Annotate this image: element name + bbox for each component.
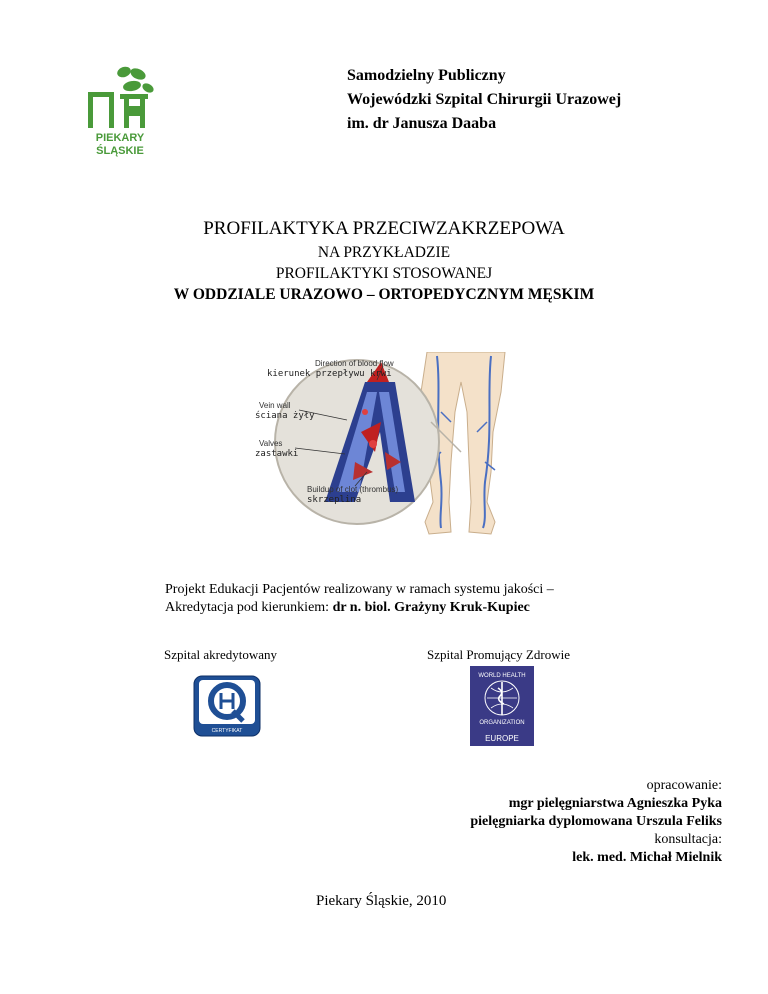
logo-text-line1: PIEKARY (95, 132, 145, 144)
wall-label-pl: ściana żyły (255, 411, 315, 421)
project-line1: Projekt Edukacji Pacjentów realizowany w ramach systemu jakości – (165, 582, 554, 597)
consultant-name: lek. med. Michał Mielnik (572, 850, 722, 865)
hospital-name (347, 64, 621, 136)
place-date: Piekary Śląskie, 2010 (316, 893, 447, 909)
subtitle-line1: NA PRZYKŁADZIE (317, 244, 451, 261)
city-emblem-icon (80, 64, 160, 132)
project-coordinator: dr n. biol. Grażyny Kruk-Kupiec (332, 600, 530, 615)
wall-label-en: Vein wall (259, 401, 291, 410)
promoting-label: Szpital Promujący Zdrowie (427, 647, 570, 662)
flow-label-pl: kierunek przepływu krwi (267, 369, 392, 379)
project-line2 (165, 599, 554, 617)
subtitle-line3: W ODDZIALE URAZOWO – ORTOPEDYCZNYM MĘSKIM (173, 286, 595, 303)
prepared-label: opracowanie: (646, 778, 722, 793)
document-title (0, 216, 768, 305)
clot-label-pl: skrzeplina (307, 495, 362, 505)
hospital-line: im. dr Janusza Daaba (347, 115, 497, 132)
certificate-text: CERTYFIKAT (211, 728, 243, 734)
author-name: pielęgniarka dyplomowana Urszula Feliks (470, 814, 722, 829)
hospital-line: Samodzielny Publiczny (347, 67, 506, 84)
author-name: mgr pielęgniarstwa Agnieszka Pyka (508, 796, 722, 811)
valves-label-en: Valves (259, 439, 283, 448)
project-description (165, 581, 554, 617)
logo-text-line2: ŚLĄSKIE (96, 145, 144, 157)
who-top-text: WORLD HEALTH (478, 673, 526, 679)
q-certificate-icon (193, 675, 261, 737)
who-europe-text: EUROPE (485, 734, 519, 743)
consultation-label: konsultacja: (654, 832, 722, 847)
clot-label-en: Buildup of clot (thrombus) (307, 485, 399, 494)
city-logo (80, 64, 160, 160)
accreditation-badge (193, 675, 261, 737)
valves-label-pl: zastawki (255, 449, 299, 459)
main-title: PROFILAKTYKA PRZECIWZAKRZEPOWA (203, 218, 565, 239)
subtitle-line2: PROFILAKTYKI STOSOWANEJ (275, 265, 493, 282)
dvt-illustration (255, 352, 513, 542)
who-badge (470, 666, 534, 746)
flow-label-en: Direction of blood flow (315, 359, 394, 368)
who-bottom-text: ORGANIZATION (479, 720, 525, 726)
hospital-line: Wojewódzki Szpital Chirurgii Urazowej (347, 91, 622, 108)
who-emblem-icon (470, 666, 534, 746)
project-line2-prefix: Akredytacja pod kierunkiem: (165, 600, 333, 615)
accredited-label: Szpital akredytowany (164, 647, 277, 662)
authors-block (470, 777, 722, 867)
